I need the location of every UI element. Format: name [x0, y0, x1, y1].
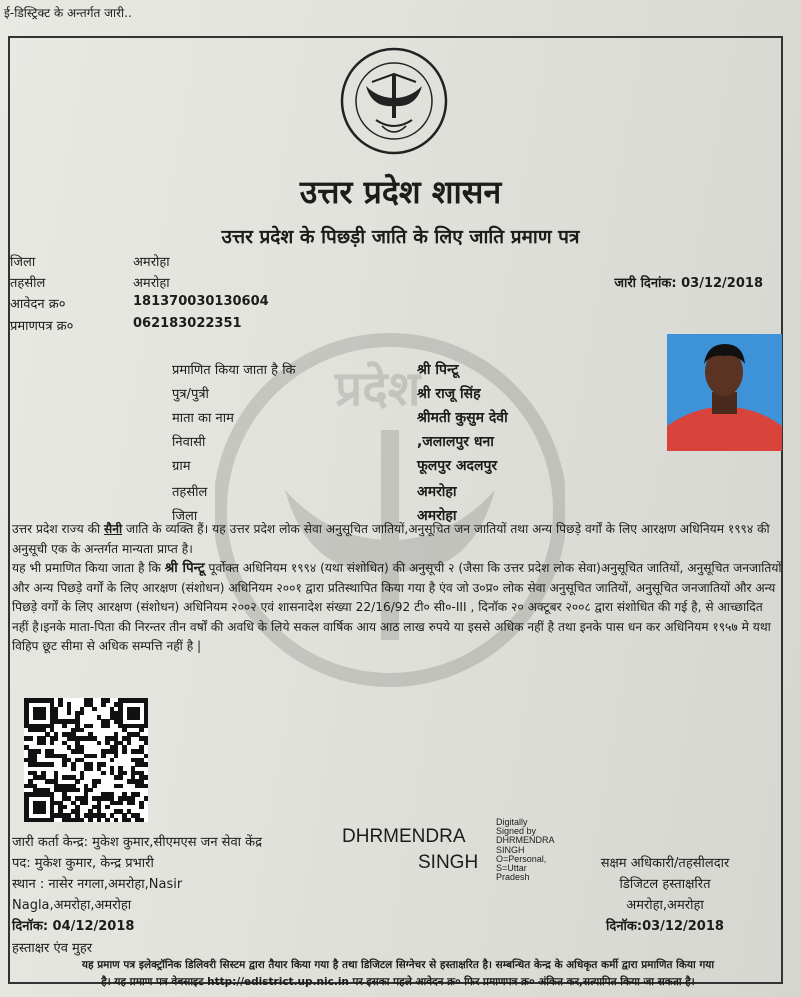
qr-module	[92, 707, 97, 712]
body-text: पूर्वोक्त अधिनियम १९९४ (यथा संशोधित) की अनुसूची २ (जैसा कि उत्तर प्रदेश लोक सेवा)अनुसूचित जातियों, अनुसूचित जनजातियों और अन्य पिछड़े वर्गों के लिए आरक्षण (संशोधन) अधिनियम २००१ द्वारा प्रतिस्थापित किया गया है एंव जो उ०प्र० लोक सेवा अनुसूचित जातियों, अनुसूचित जनजातियों और अन्य पिछड़े वर्गों के लिए आरक्षण (संशोधन) अधिनियम २००२ एवं शासनादेश संख्या 22/16/92 टी० सी०-III , दिनॉक २० अक्टूबर २००८ द्वारा संशोधित की गई है, से आच्छादित नहीं है।इनके माता-पिता की निरन्तर तीन वर्षों की अवधि के लिये सकल वार्षिक आय आठ लाख रुपये या इससे अधिक नहीं है तथा इनके पास धन कर अधिनियम १९५७ मे यथा विहिप छूट सीमा से अधिक सम्पत्ति नहीं है |	[12, 561, 782, 653]
field-value: 062183022351	[133, 316, 242, 331]
qr-module	[41, 715, 46, 720]
top-note: ई-डिस्ट्रिक्ट के अन्तर्गत जारी..	[4, 6, 132, 20]
qr-module	[88, 788, 93, 793]
qr-module	[37, 749, 42, 754]
issuer-center: जारी कर्ता केन्द्र: मुकेश कुमार,सीएमएस जन सेवा केंद्र	[12, 835, 263, 850]
digital-signature-details	[496, 818, 555, 882]
qr-module	[92, 784, 97, 789]
watermark-text: प्रदेश	[335, 361, 421, 417]
field-value: अमरोहा	[133, 276, 170, 291]
sig-line: Digitally	[496, 817, 528, 827]
authority-title: सक्षम अधिकारी/तहसीलदार	[600, 856, 730, 871]
body-paragraph-2	[12, 559, 782, 657]
qr-module	[58, 702, 63, 707]
field-value: अमरोहा	[133, 255, 170, 270]
qr-module	[28, 736, 33, 741]
detail-value: श्रीमती कुसुम देवी	[417, 410, 508, 426]
qr-module	[62, 762, 67, 767]
qr-module	[80, 711, 85, 716]
qr-module	[80, 728, 85, 733]
detail-label: पुत्र/पुत्री	[172, 387, 209, 402]
qr-module	[80, 775, 85, 780]
qr-module	[54, 736, 59, 741]
signer-name-line1: DHRMENDRA	[342, 826, 466, 847]
detail-label: प्रमाणित किया जाता है कि	[172, 363, 296, 378]
body-text: यह भी प्रमाणित किया जाता है कि	[12, 561, 165, 575]
qr-module	[118, 775, 123, 780]
certificate-body	[12, 520, 782, 657]
detail-label: ग्राम	[172, 459, 191, 474]
sig-line: Signed by	[496, 826, 537, 837]
qr-module	[41, 809, 46, 814]
up-govt-emblem	[334, 46, 454, 156]
qr-module	[144, 724, 149, 729]
qr-module	[131, 801, 136, 806]
issuer-date: दिनॉक: 04/12/2018	[12, 919, 135, 934]
detail-label: निवासी	[172, 435, 206, 450]
qr-module	[118, 784, 123, 789]
qr-module	[101, 702, 106, 707]
qr-module	[92, 754, 97, 759]
qr-module	[144, 762, 149, 767]
field-label: जिला	[10, 255, 36, 270]
field-label: प्रमाणपत्र क्र०	[10, 319, 74, 334]
qr-module	[144, 775, 149, 780]
caste-name: सैनी	[103, 522, 123, 536]
qr-module	[144, 796, 149, 801]
qr-module	[88, 724, 93, 729]
detail-value: श्री राजू सिंह	[417, 386, 481, 402]
issuer-post: पद: मुकेश कुमार, केन्द्र प्रभारी	[12, 856, 154, 871]
qr-module	[62, 805, 67, 810]
sig-line: O=Personal,	[496, 853, 547, 864]
qr-module	[144, 784, 149, 789]
qr-module	[135, 715, 140, 720]
field-label: आवेदन क्र०	[10, 297, 66, 312]
qr-module	[114, 754, 119, 759]
qr-module	[127, 818, 132, 823]
qr-module	[105, 805, 110, 810]
qr-module	[84, 801, 89, 806]
qr-module	[144, 754, 149, 759]
qr-module	[97, 741, 102, 746]
qr-module	[101, 754, 106, 759]
detail-label: माता का नाम	[172, 411, 234, 426]
detail-value: अमरोहा	[417, 508, 457, 524]
qr-module	[97, 818, 102, 823]
qr-module	[50, 818, 55, 823]
detail-value: फूलपुर अदलपुर	[417, 458, 498, 474]
qr-module	[75, 788, 80, 793]
authority-date: दिनॉक:03/12/2018	[606, 919, 724, 934]
qr-module	[88, 766, 93, 771]
qr-module	[41, 741, 46, 746]
issuer-place-2: Nagla,अमरोहा,अमरोहा	[12, 898, 132, 913]
qr-module	[75, 779, 80, 784]
qr-module	[105, 818, 110, 823]
footer-note-1: यह प्रमाण पत्र इलेक्ट्रॉनिक डिलिवरी सिस्टम द्वारा तैयार किया गया है तथा डिजिटल सिग्नेचर से हस्ताक्षरित है। सम्बन्धित केन्द्र के अधिकृत कर्मी द्वारा प्रमाणित किया गया	[81, 959, 715, 971]
qr-module	[127, 741, 132, 746]
qr-module	[139, 805, 144, 810]
detail-value: श्री पिन्टू	[417, 362, 459, 378]
detail-value: अमरोहा	[417, 484, 457, 500]
authority-signed: डिजिटल हस्ताक्षरित	[619, 877, 711, 892]
qr-module	[105, 698, 110, 703]
body-text: जाति के व्यक्ति हैं। यह उत्तर प्रदेश लोक सेवा अनुसूचित जातियों,अनुसूचित जन जातियों तथा अन्य पिछड़े वर्गों के लिए आरक्षण अधिनियम १९९४ की अनुसूची एक के अन्तर्गत मान्यता प्राप्त है।	[12, 522, 770, 556]
issuer-place: स्थान : नासेर नगला,अमरोहा,Nasir	[12, 877, 183, 892]
qr-module	[122, 771, 127, 776]
qr-code	[24, 698, 148, 822]
sig-line: Pradesh	[496, 872, 530, 883]
page-title: उत्तर प्रदेश शासन	[299, 173, 502, 211]
sig-line: SINGH	[496, 844, 525, 855]
authority-place: अमरोहा,अमरोहा	[626, 898, 704, 913]
detail-label: तहसील	[172, 485, 208, 500]
body-paragraph-1	[12, 520, 782, 559]
qr-module	[50, 741, 55, 746]
qr-module	[97, 779, 102, 784]
issue-date: जारी दिनांक: 03/12/2018	[614, 276, 763, 291]
qr-module	[101, 762, 106, 767]
qr-module	[80, 818, 85, 823]
qr-module	[144, 741, 149, 746]
sig-line: DHRMENDRA	[496, 835, 555, 846]
qr-module	[50, 762, 55, 767]
qr-module	[139, 818, 144, 823]
qr-module	[71, 766, 76, 771]
qr-module	[139, 728, 144, 733]
qr-module	[122, 749, 127, 754]
qr-module	[135, 792, 140, 797]
field-value: 18137003013060​4	[133, 294, 269, 309]
qr-module	[114, 818, 119, 823]
body-text: उत्तर प्रदेश राज्य की	[12, 522, 104, 536]
qr-module	[118, 801, 123, 806]
holder-name: श्री पिन्टू	[164, 560, 205, 576]
qr-module	[62, 724, 67, 729]
qr-module	[88, 818, 93, 823]
detail-label: जिला	[172, 509, 198, 524]
signer-name-line2: SINGH	[418, 852, 479, 873]
sig-line: S=Uttar	[496, 863, 527, 874]
field-label: तहसील	[10, 276, 46, 291]
qr-module	[67, 711, 72, 716]
detail-value: ,जलालपुर धना	[417, 434, 494, 450]
certificate-subtitle: उत्तर प्रदेश के पिछड़ी जाति के लिए जाति प्रमाण पत्र	[221, 226, 580, 248]
qr-module	[110, 758, 115, 763]
footer-note-2: है। यह प्रमाण पत्र वेबसाइट http://edistrict.up.nic.in पर इसका पहले आवेदन क्र० फिर प्रमाणपत्र क्र० अंकित कर,सत्यापित किया जा सकता है।	[101, 976, 695, 988]
issuer-signature-label: हस्ताक्षर एंव मुहर	[12, 941, 93, 956]
holder-photo	[667, 334, 782, 451]
qr-module	[101, 771, 106, 776]
qr-module	[105, 724, 110, 729]
